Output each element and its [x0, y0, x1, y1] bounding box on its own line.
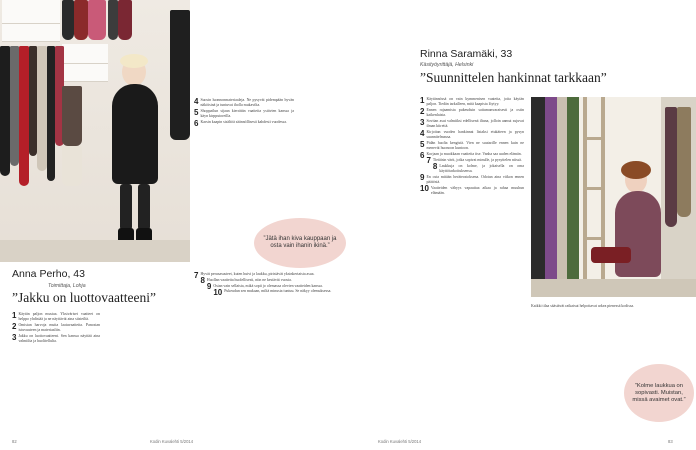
- tip-text: Kaikki tilaa säästävät ratkaisut helpottavat arkea pienessä kodissa.: [531, 304, 635, 308]
- tip-text: Pukeudun sen mukaan, miltä minusta tuntuu. Se näkyy olemuksessa.: [224, 289, 332, 294]
- tip-item: [194, 118, 294, 128]
- tip-text: Huollan vaatteita huolellisesti, niin ne kestävät vuosia.: [206, 277, 292, 282]
- tip-text: Sovitan asut valmiiksi edellisenä iltana, jolloin aamut sujuvat ilman kiirettä.: [426, 119, 524, 129]
- tip-item: [531, 304, 639, 309]
- tip-number: 8: [432, 162, 438, 171]
- tip-text: Käytännössä on vain kymmenisen vaatetta, joita käytän paljon. Tiedän tarkalleen, mitä kaapista löytyy.: [426, 97, 524, 107]
- tip-text: Jakku on luottovaatteeni. Sen kanssa näyttää aina valmiilta ja huolitellulta.: [18, 334, 100, 344]
- right-page: [348, 0, 696, 450]
- tip-text: Karsin kaapin sisältöä säännöllisesti kahdesti vuodessa.: [200, 120, 287, 124]
- headline-left: ”Jakku on luottovaatteeni”: [12, 290, 156, 305]
- tip-number: 1: [420, 95, 425, 105]
- person-role-right: Käsityöyrittäjä, Helsinki: [420, 62, 474, 68]
- tip-number: 8: [200, 276, 205, 286]
- tip-text: Omistan harvoja mutta laatuvaatteita. Panostan istuvuuteen ja materiaaliin.: [18, 323, 100, 333]
- tip-text: Shoppailun sijaan kierrätän vaatteita ystävien kanssa ja käyn kirpputoreilla.: [200, 109, 294, 119]
- quote-bubble-right: [624, 364, 694, 422]
- tips-column-left-3: [194, 272, 342, 296]
- tip-number: 4: [420, 128, 425, 138]
- tip-text: En osta mitään heräteostoksena. Odotan aina viikon ennen päätöstä.: [426, 174, 524, 184]
- photo-rinna-saramaki: [531, 97, 696, 297]
- tip-text: Ennen rajaamista pukeuduin sattumanvaraisesti ja ostin kaikenlaista.: [426, 108, 524, 118]
- tip-item: [420, 156, 524, 166]
- page-number-right: 83: [668, 439, 673, 444]
- tips-column-left-2: [194, 98, 294, 127]
- tip-text: Vaatteiden vähyys vapauttaa aikaa ja rahaa muuhun elämään.: [430, 185, 524, 195]
- tip-text: Käytän paljon mustaa. Yksiväriset vaatteet on helppo yhdistää ja ne näyttävät aina siisteiltä.: [18, 312, 100, 322]
- tip-item: [12, 334, 100, 345]
- tip-text: Korjaan ja muokkaan vaatteita itse. Vanha saa uuden elämän.: [426, 152, 522, 156]
- tip-text: Hyvät perusasusteet, kuten huivi ja laukku, piristävät yksinkertaista asua.: [200, 272, 315, 276]
- tip-item: [420, 97, 524, 108]
- person-name-right: Rinna Saramäki, 33: [420, 48, 513, 60]
- tip-number: 3: [420, 117, 425, 127]
- tip-item: [12, 323, 100, 334]
- tip-text: Pidän huolta kengistä. Vien ne suutarille ennen kuin ne menevät huonoon kuntoon.: [426, 141, 524, 151]
- tips-column-left-1: [12, 312, 100, 345]
- quote-text-left: ”Jätä ihan kiva kauppaan ja osta vain ihanin ikinä.”: [263, 236, 337, 249]
- tip-item: [420, 186, 524, 197]
- tip-item: [194, 287, 342, 297]
- tip-item: [194, 109, 294, 120]
- quote-text-right: ”Kolme laukkua on sopivasti. Muistan, missä avaimet ovat.”: [632, 382, 686, 403]
- tip-number: 9: [420, 173, 425, 182]
- tip-number: 10: [213, 287, 223, 297]
- tip-number: 1: [12, 310, 17, 320]
- footer-magazine-left: Kodin Kuvalehti 5/2014: [150, 439, 194, 444]
- tip-item: [194, 98, 294, 109]
- tips-column-right-1: [420, 97, 524, 197]
- tip-number: 7: [194, 270, 199, 280]
- tip-number: 3: [12, 332, 17, 342]
- tip-item: [420, 108, 524, 119]
- tip-number: 6: [194, 118, 199, 128]
- tip-number: 7: [426, 156, 431, 166]
- tip-number: 2: [12, 321, 17, 331]
- tip-item: [420, 175, 524, 186]
- person-role-left: Toimittaja, Lohja: [48, 283, 86, 289]
- tip-number: 5: [420, 139, 425, 149]
- tips-column-right-2: [531, 304, 639, 310]
- photo-anna-perho: [0, 0, 190, 262]
- tip-number: 5: [194, 107, 199, 117]
- quote-bubble-left: [254, 218, 346, 268]
- tip-number: 6: [420, 150, 425, 160]
- tip-item: [12, 312, 100, 323]
- tip-item: [420, 164, 524, 175]
- tip-text: Kirjoitan vuoden hankinnat listaksi etukäteen ja pysyn suunnitelmassa.: [426, 130, 524, 140]
- tip-text: Tietäisin värit, jotka sopivat minulle, ja pysyttelen niissä.: [432, 157, 522, 162]
- tip-item: [420, 130, 524, 141]
- tip-number: 2: [420, 106, 425, 116]
- headline-right: ”Suunnittelen hankinnat tarkkaan”: [420, 70, 607, 85]
- tip-text: Laukkuja on kolme, ja jokaisella on oma käyttötarkoituksensa.: [439, 163, 524, 173]
- tip-text: Suosin luonnonmateriaaleja. Ne pysyvät pidempään hyvän näköisinä ja tuntuvat iholla mukavilta.: [200, 98, 294, 108]
- tip-item: [420, 141, 524, 152]
- tip-number: 10: [420, 184, 429, 193]
- tip-number: 4: [194, 96, 199, 106]
- tip-number: 9: [206, 282, 212, 291]
- page-number-left: 82: [12, 439, 17, 444]
- tip-item: [194, 284, 342, 289]
- person-name-left: Anna Perho, 43: [12, 268, 85, 280]
- footer-magazine-right: Kodin Kuvalehti 5/2014: [378, 439, 422, 444]
- tip-text: Ostan vain sellaista, mikä sopii jo olemassa olevien vaatteiden kanssa.: [213, 283, 323, 288]
- tip-item: [420, 119, 524, 130]
